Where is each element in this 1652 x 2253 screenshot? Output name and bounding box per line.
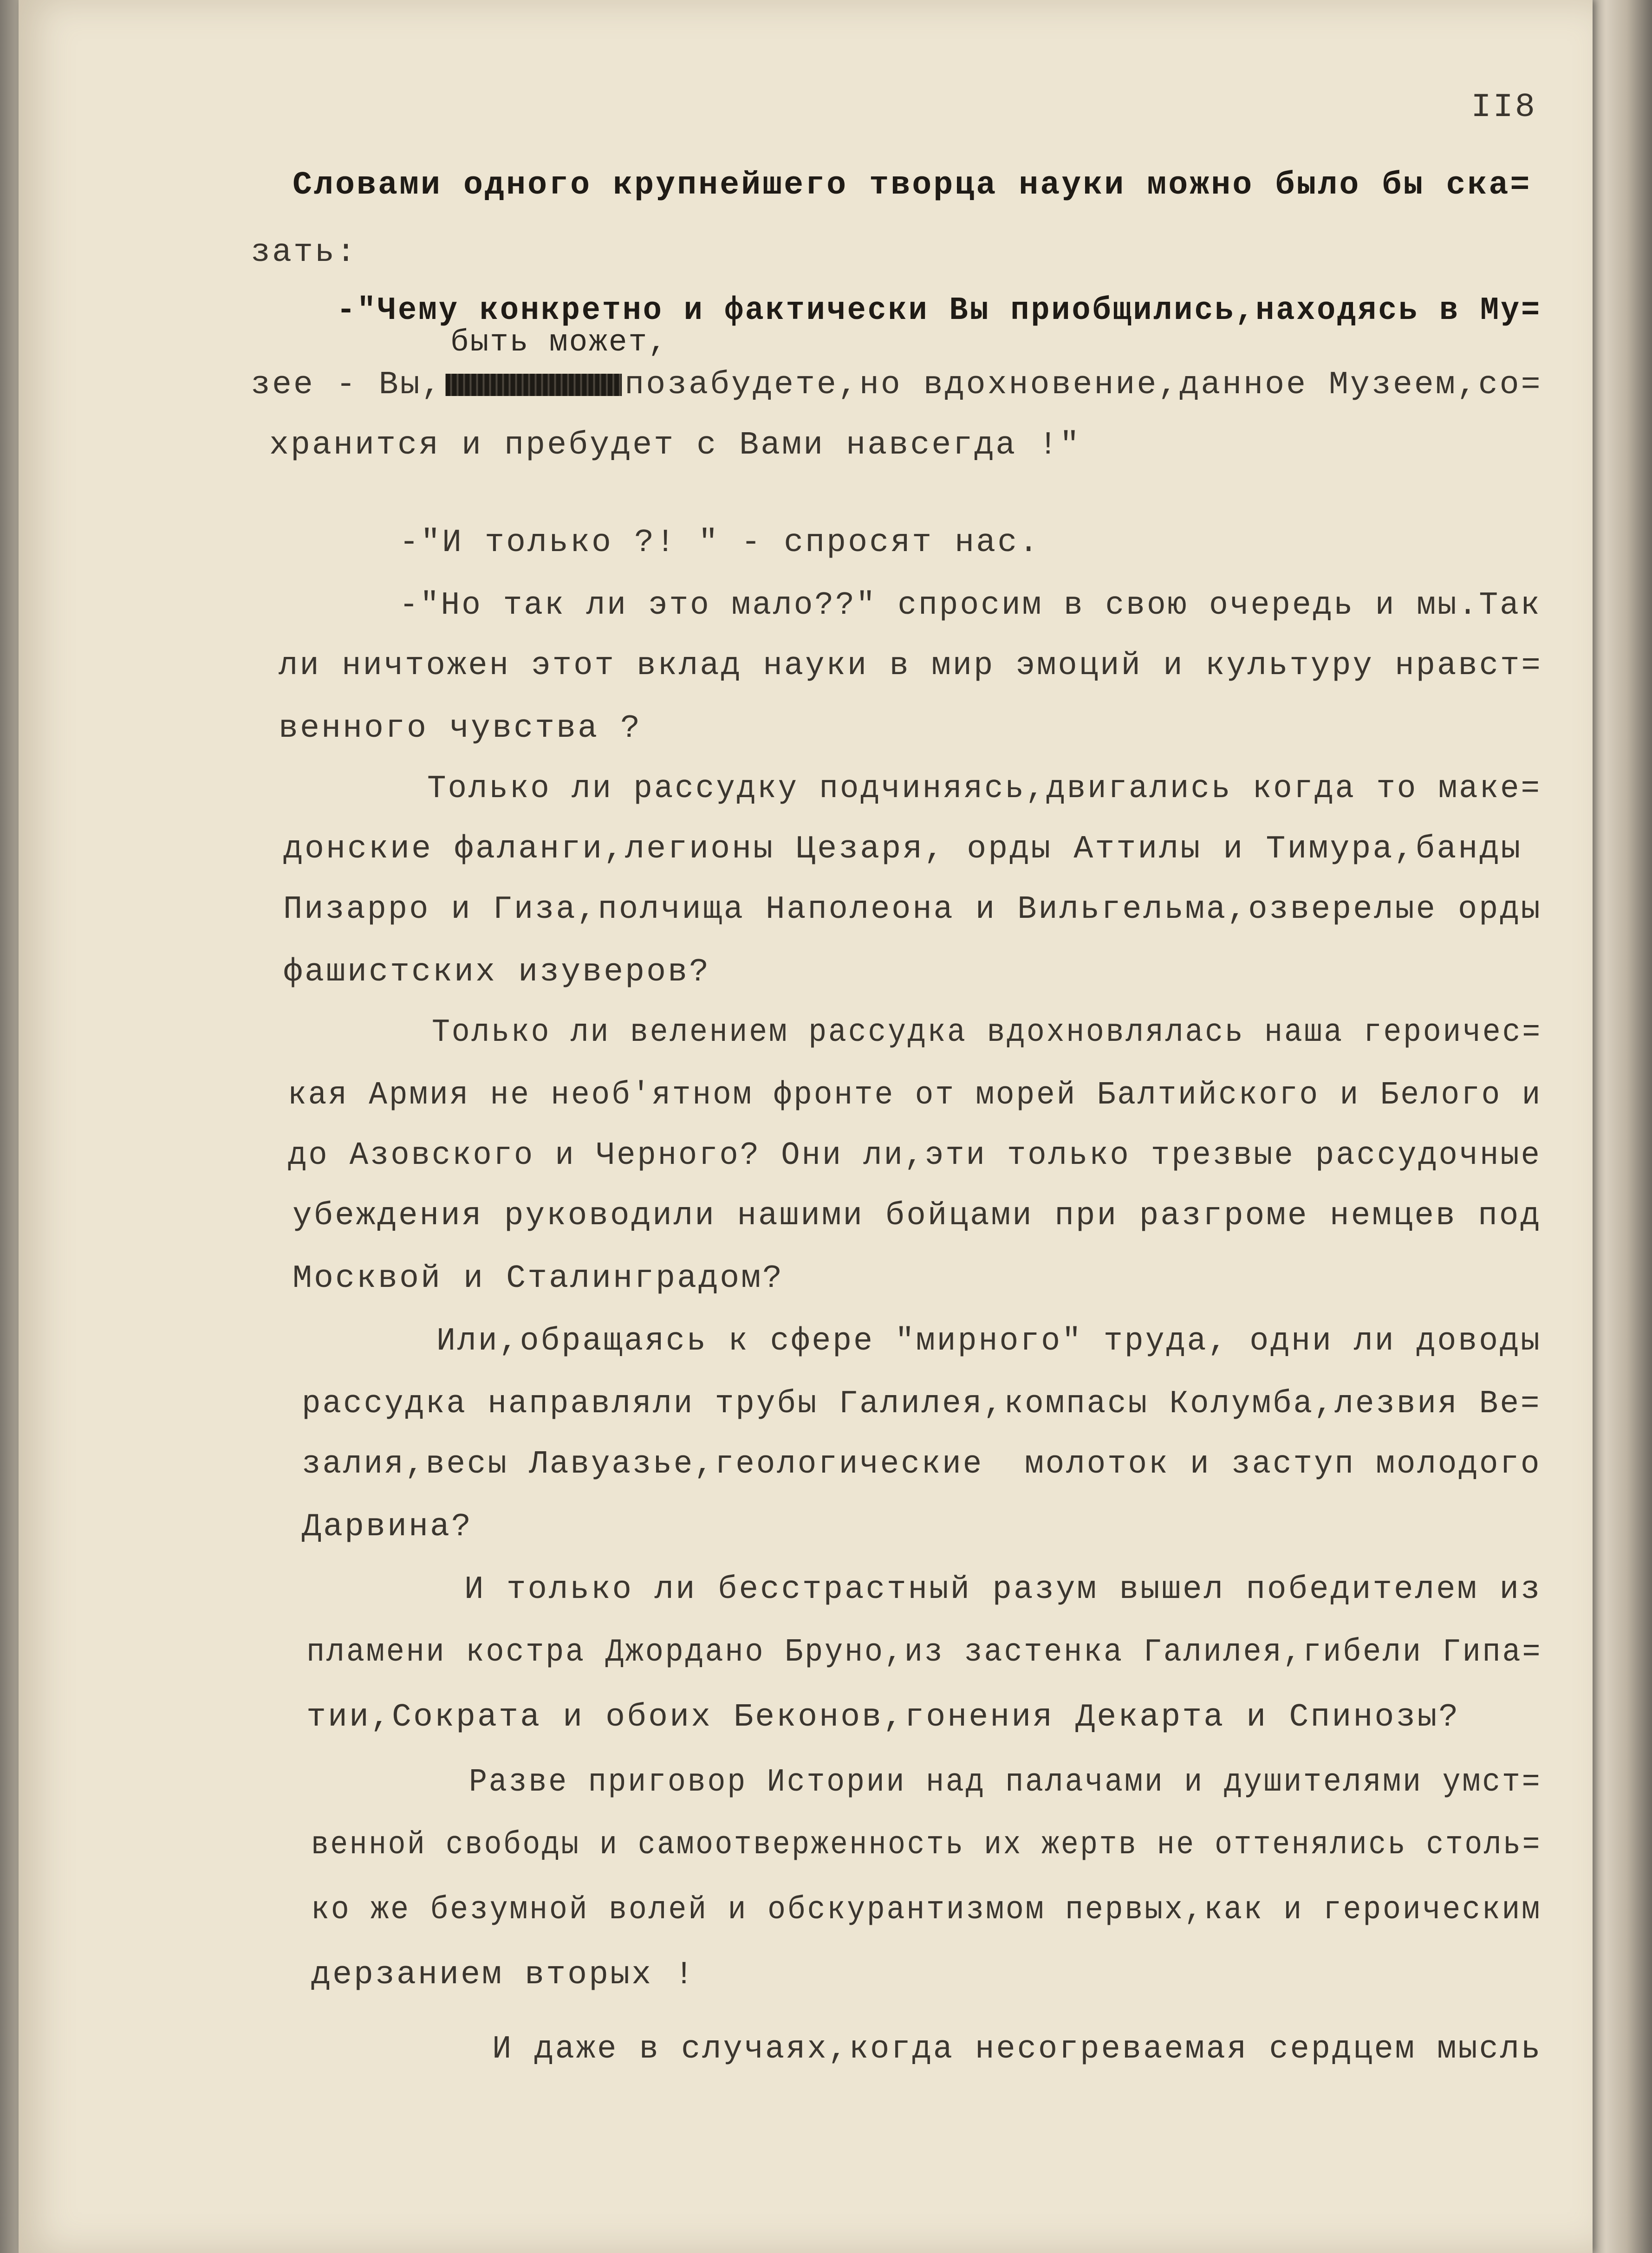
text-line: кая Армия не необ'ятном фронте от морей Балтийского и Белого и: [288, 1077, 1542, 1114]
struck-out-word: [446, 374, 622, 396]
text-line: -"Но так ли это мало??" спросим в свою очередь и мы.Так: [399, 587, 1541, 624]
text-line: донские фаланги,легионы Цезаря, орды Аттилы и Тимура,банды: [283, 831, 1522, 868]
text-line: Москвой и Сталинградом?: [293, 1260, 784, 1297]
text-line: Дарвина?: [302, 1509, 473, 1545]
text-line: залия,весы Лавуазье,геологические молоток и заступ молодого: [302, 1446, 1541, 1483]
typewritten-page: [19, 0, 1593, 2253]
page-number: II8: [1471, 88, 1537, 126]
text-line: Разве приговор Истории над палачами и душителями умст=: [469, 1764, 1542, 1801]
text-line: -"И только ?! " - спросят нас.: [399, 525, 1041, 561]
text-line: венного чувства ?: [279, 710, 642, 747]
text-fragment: позабудете,но вдохновение,данное Музеем,со=: [624, 367, 1542, 403]
text-line: венной свободы и самоотверженность их жертв не оттенялись столь=: [311, 1827, 1541, 1863]
text-line: Только ли велением рассудка вдохновлялась наша героичес=: [432, 1014, 1542, 1051]
text-line: тии,Сократа и обоих Беконов,гонения Декарта и Спинозы?: [306, 1699, 1460, 1736]
text-line: Или,обращаясь к сфере "мирного" труда, одни ли доводы: [436, 1323, 1541, 1360]
text-line: ли ничтожен этот вклад науки в мир эмоций и культуру нравст=: [279, 648, 1542, 684]
text-line: фашистских изуверов?: [283, 954, 711, 991]
handwritten-insertion: быть может,: [450, 325, 668, 360]
text-line: пламени костра Джордано Бруно,из застенка Галилея,гибели Гипа=: [306, 1634, 1542, 1671]
text-line: хранится и пребудет с Вами навсегда !": [269, 427, 1081, 464]
text-line: убеждения руководили нашими бойцами при разгроме немцев под: [293, 1198, 1541, 1234]
typewritten-text: [19, 0, 1593, 2253]
text-line: Только ли рассудку подчиняясь,двигались когда то маке=: [427, 771, 1541, 807]
text-fragment: зее - Вы,: [251, 367, 443, 403]
text-line: И даже в случаях,когда несогреваемая сердцем мысль: [492, 2031, 1542, 2068]
text-line: Пизарро и Гиза,полчища Наполеона и Вильгельма,озверелые орды: [283, 891, 1542, 928]
text-line: И только ли бесстрастный разум вышел победителем из: [464, 1571, 1542, 1608]
text-line: Словами одного крупнейшего творца науки можно было бы ска=: [293, 167, 1532, 204]
text-line: до Азовского и Черного? Они ли,эти только трезвые рассудочные: [288, 1137, 1541, 1174]
text-line: -"Чему конкретно и фактически Вы приобщились,находясь в Му=: [337, 292, 1541, 329]
text-line: дерзанием вторых !: [311, 1957, 696, 1993]
text-line: рассудка направляли трубы Галилея,компасы Колумба,лезвия Ве=: [302, 1386, 1541, 1422]
text-line: ко же безумной волей и обскурантизмом первых,как и героическим: [311, 1892, 1541, 1928]
text-line: [251, 367, 1542, 403]
text-line: зать:: [251, 234, 358, 271]
